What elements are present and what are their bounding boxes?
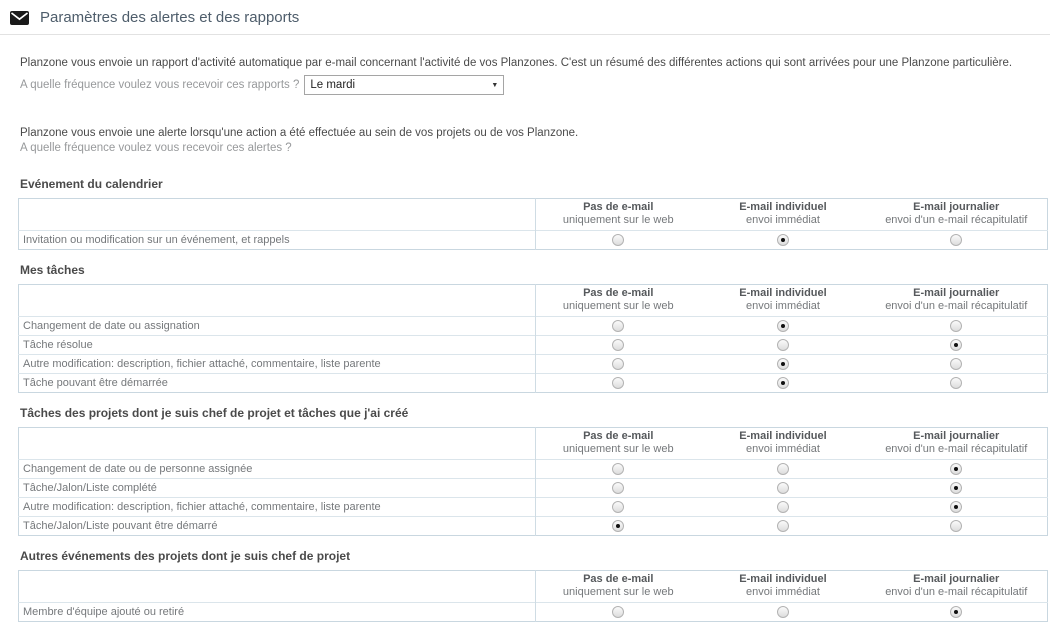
section-title: Tâches des projets dont je suis chef de projet et tâches que j'ai créé: [20, 406, 409, 420]
report-frequency-question: A quelle fréquence voulez vous recevoir ces rapports ?: [20, 79, 300, 91]
table-header-row: [19, 199, 1048, 231]
report-frequency-row: [20, 75, 1030, 95]
table-row: Tâche pouvant être démarrée: [19, 374, 1048, 393]
table-row: Changement de date ou de personne assignée: [19, 460, 1048, 479]
column-header-daily-email: E-mail journalier envoi d'un e-mail récapitulatif: [885, 573, 1028, 598]
chevron-down-icon: ▼: [491, 81, 499, 89]
project-manager-tasks-table: [18, 427, 1048, 536]
daily-email-radio[interactable]: [950, 501, 962, 513]
daily-email-radio[interactable]: [950, 377, 962, 389]
report-frequency-selected-value: Le mardi: [310, 79, 356, 91]
column-header-daily-email: E-mail journalier envoi d'un e-mail récapitulatif: [885, 430, 1028, 455]
column-header-no-email: Pas de e-mail uniquement sur le web: [562, 430, 674, 455]
section-other-project-events: [20, 549, 1030, 622]
individual-email-radio[interactable]: [777, 320, 789, 332]
daily-email-radio[interactable]: [950, 320, 962, 332]
no-email-radio[interactable]: [612, 234, 624, 246]
table-row: Autre modification: description, fichier attaché, commentaire, liste parente: [19, 355, 1048, 374]
no-email-radio[interactable]: [612, 482, 624, 494]
individual-email-radio[interactable]: [777, 520, 789, 532]
individual-email-radio[interactable]: [777, 501, 789, 513]
individual-email-radio[interactable]: [777, 463, 789, 475]
table-row: Tâche/Jalon/Liste pouvant être démarré: [19, 517, 1048, 536]
page-header: [0, 0, 1050, 35]
column-header-no-email: Pas de e-mail uniquement sur le web: [562, 201, 674, 226]
envelope-icon: [10, 11, 29, 25]
no-email-radio[interactable]: [612, 358, 624, 370]
no-email-radio[interactable]: [612, 320, 624, 332]
other-project-events-table: [18, 570, 1048, 622]
table-header-row: [19, 285, 1048, 317]
daily-email-radio[interactable]: [950, 482, 962, 494]
column-header-individual-email: E-mail individuel envoi immédiat: [739, 287, 827, 312]
my-tasks-table: [18, 284, 1048, 393]
daily-email-radio[interactable]: [950, 234, 962, 246]
individual-email-radio[interactable]: [777, 358, 789, 370]
table-row: Invitation ou modification sur un événement, et rappels: [19, 231, 1048, 250]
no-email-radio[interactable]: [612, 377, 624, 389]
daily-email-radio[interactable]: [950, 520, 962, 532]
individual-email-radio[interactable]: [777, 606, 789, 618]
column-header-no-email: Pas de e-mail uniquement sur le web: [562, 573, 674, 598]
column-header-individual-email: E-mail individuel envoi immédiat: [739, 201, 827, 226]
settings-content: [0, 56, 1050, 622]
no-email-radio[interactable]: [612, 463, 624, 475]
column-header-daily-email: E-mail journalier envoi d'un e-mail récapitulatif: [885, 287, 1028, 312]
table-header-row: [19, 571, 1048, 603]
daily-email-radio[interactable]: [950, 606, 962, 618]
table-header-row: [19, 428, 1048, 460]
report-frequency-select[interactable]: [304, 75, 504, 95]
daily-email-radio[interactable]: [950, 339, 962, 351]
daily-email-radio[interactable]: [950, 358, 962, 370]
daily-email-radio[interactable]: [950, 463, 962, 475]
table-row: Tâche résolue: [19, 336, 1048, 355]
section-project-manager-tasks: [20, 406, 1030, 536]
individual-email-radio[interactable]: [777, 377, 789, 389]
individual-email-radio[interactable]: [777, 482, 789, 494]
table-row: Membre d'équipe ajouté ou retiré: [19, 603, 1048, 622]
column-header-daily-email: E-mail journalier envoi d'un e-mail récapitulatif: [885, 201, 1028, 226]
individual-email-radio[interactable]: [777, 339, 789, 351]
no-email-radio[interactable]: [612, 339, 624, 351]
column-header-individual-email: E-mail individuel envoi immédiat: [739, 430, 827, 455]
alert-sections: [20, 177, 1030, 622]
section-title: Evénement du calendrier: [20, 177, 163, 191]
alerts-description-block: [20, 126, 1030, 156]
calendar-events-table: [18, 198, 1048, 250]
table-row: Autre modification: description, fichier attaché, commentaire, liste parente: [19, 498, 1048, 517]
no-email-radio[interactable]: [612, 606, 624, 618]
alerts-description: Planzone vous envoie une alerte lorsqu'une action a été effectuée au sein de vos projets ou de vos Planzone.: [20, 127, 579, 139]
table-row: Tâche/Jalon/Liste complété: [19, 479, 1048, 498]
section-calendar-events: [20, 177, 1030, 250]
no-email-radio[interactable]: [612, 520, 624, 532]
section-title: Autres événements des projets dont je suis chef de projet: [20, 549, 351, 563]
individual-email-radio[interactable]: [777, 234, 789, 246]
column-header-individual-email: E-mail individuel envoi immédiat: [739, 573, 827, 598]
reports-description: Planzone vous envoie un rapport d'activité automatique par e-mail concernant l'activité de vos Planzones. C'est un résumé des différentes actions qui sont arrivées pour une Planzone particulière.: [20, 57, 1013, 69]
no-email-radio[interactable]: [612, 501, 624, 513]
section-title: Mes tâches: [20, 263, 85, 277]
table-row: Changement de date ou assignation: [19, 317, 1048, 336]
column-header-no-email: Pas de e-mail uniquement sur le web: [562, 287, 674, 312]
section-my-tasks: [20, 263, 1030, 393]
alerts-frequency-question: A quelle fréquence voulez vous recevoir ces alertes ?: [20, 142, 292, 154]
page-title: Paramètres des alertes et des rapports: [40, 9, 300, 26]
